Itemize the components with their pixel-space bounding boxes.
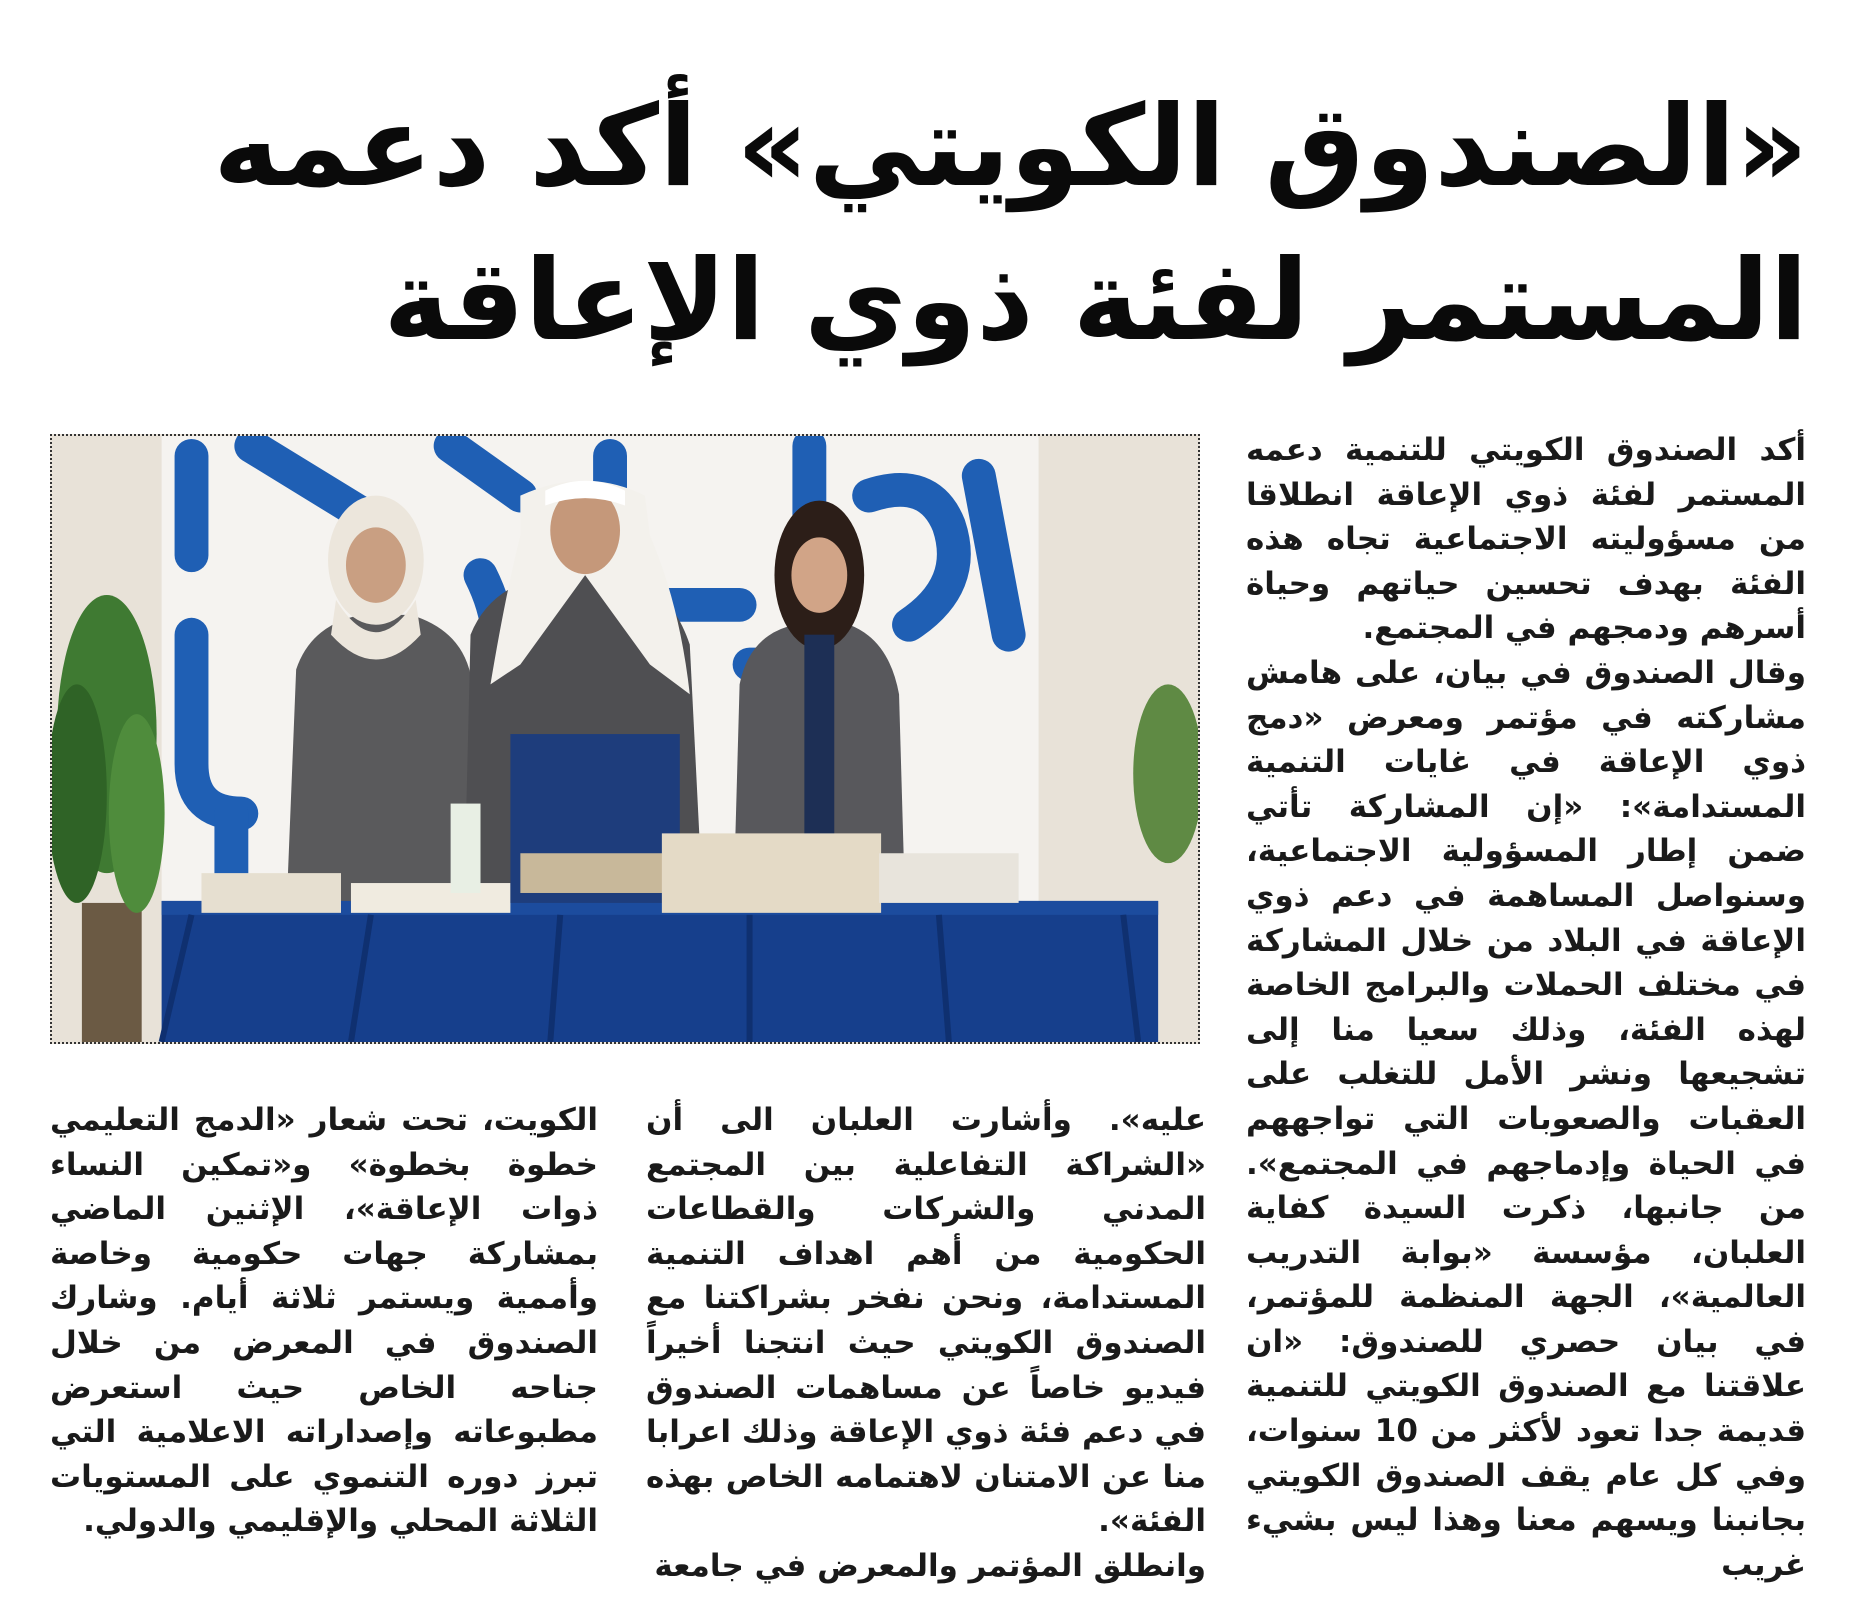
- column-middle-paragraph-2: وانطلق المؤتمر والمعرض في جامعة: [654, 1547, 1206, 1584]
- article-column-middle: [646, 1098, 1206, 1589]
- photo-table: [162, 901, 1159, 1042]
- article-headline: [213, 70, 1808, 378]
- article-photo: [50, 434, 1200, 1044]
- article-column-left: [50, 1098, 598, 1544]
- column-middle-paragraph-1: عليه». وأشارت العلبان الى أن «الشراكة التفاعلية بين المجتمع المدني والشركات والقطاعات الحكومية من أهم اهداف التنمية المستدامة، ونحن نفخر بشراكتنا مع الصندوق الكويتي حيث انتجنا أخيراً فيديو خاصاً عن مساهمات الصندوق في دعم فئة ذوي الإعاقة وذلك اعرابا منا عن الامتنان لاهتمامه الخاص بهذه الفئة».: [646, 1102, 1206, 1540]
- article-column-right: [1246, 428, 1806, 1587]
- column-right-paragraph-2: وقال الصندوق في بيان، على هامش مشاركته في مؤتمر ومعرض «دمج ذوي الإعاقة في غايات التنمية المستدامة»: «إن المشاركة تأتي ضمن إطار المسؤولية الاجتماعية، وسنواصل المساهمة في دعم ذوي الإعاقة في البلاد من خلال المشاركة في مختلف الحملات والبرامج الخاصة لهذه الفئة، وذلك سعيا منا إلى تشجيعها ونشر الأمل للتغلب على العقبات والصعوبات التي تواجههم في الحياة وإدماجهم في المجتمع». من جانبها، ذكرت السيدة كفاية العلبان، مؤسسة «بوابة التدريب العالمية»، الجهة المنظمة للمؤتمر، في بيان حصري للصندوق: «ان علاقتنا مع الصندوق الكويتي للتنمية قديمة جدا تعود لأكثر من 10 سنوات، وفي كل عام يقف الصندوق الكويتي بجانبنا ويسهم معنا وهذا ليس بشيء غريب: [1246, 654, 1806, 1583]
- column-right-paragraph-1: أكد الصندوق الكويتي للتنمية دعمه المستمر لفئة ذوي الإعاقة انطلاقا من مسؤوليته الاجتماعية تجاه هذه الفئة بهدف تحسين حياتهم وحياة أسرهم ودمجهم في المجتمع.: [1246, 432, 1806, 647]
- headline-line-2: المستمر لفئة ذوي الإعاقة: [383, 236, 1808, 366]
- column-left-paragraph-1: الكويت، تحت شعار «الدمج التعليمي خطوة بخطوة» و«تمكين النساء ذوات الإعاقة»، الإثنين الماضي بمشاركة جهات حكومية وخاصة وأممية ويستمر ثلاثة أيام. وشارك الصندوق في المعرض من خلال جناحه الخاص حيث استعرض مطبوعاته وإصداراته الاعلامية التي تبرز دوره التنموي على المستويات الثلاثة المحلي والإقليمي والدولي.: [50, 1102, 598, 1540]
- headline-line-1: «الصندوق الكويتي» أكد دعمه: [213, 82, 1808, 212]
- photo-illustration: [52, 436, 1198, 1042]
